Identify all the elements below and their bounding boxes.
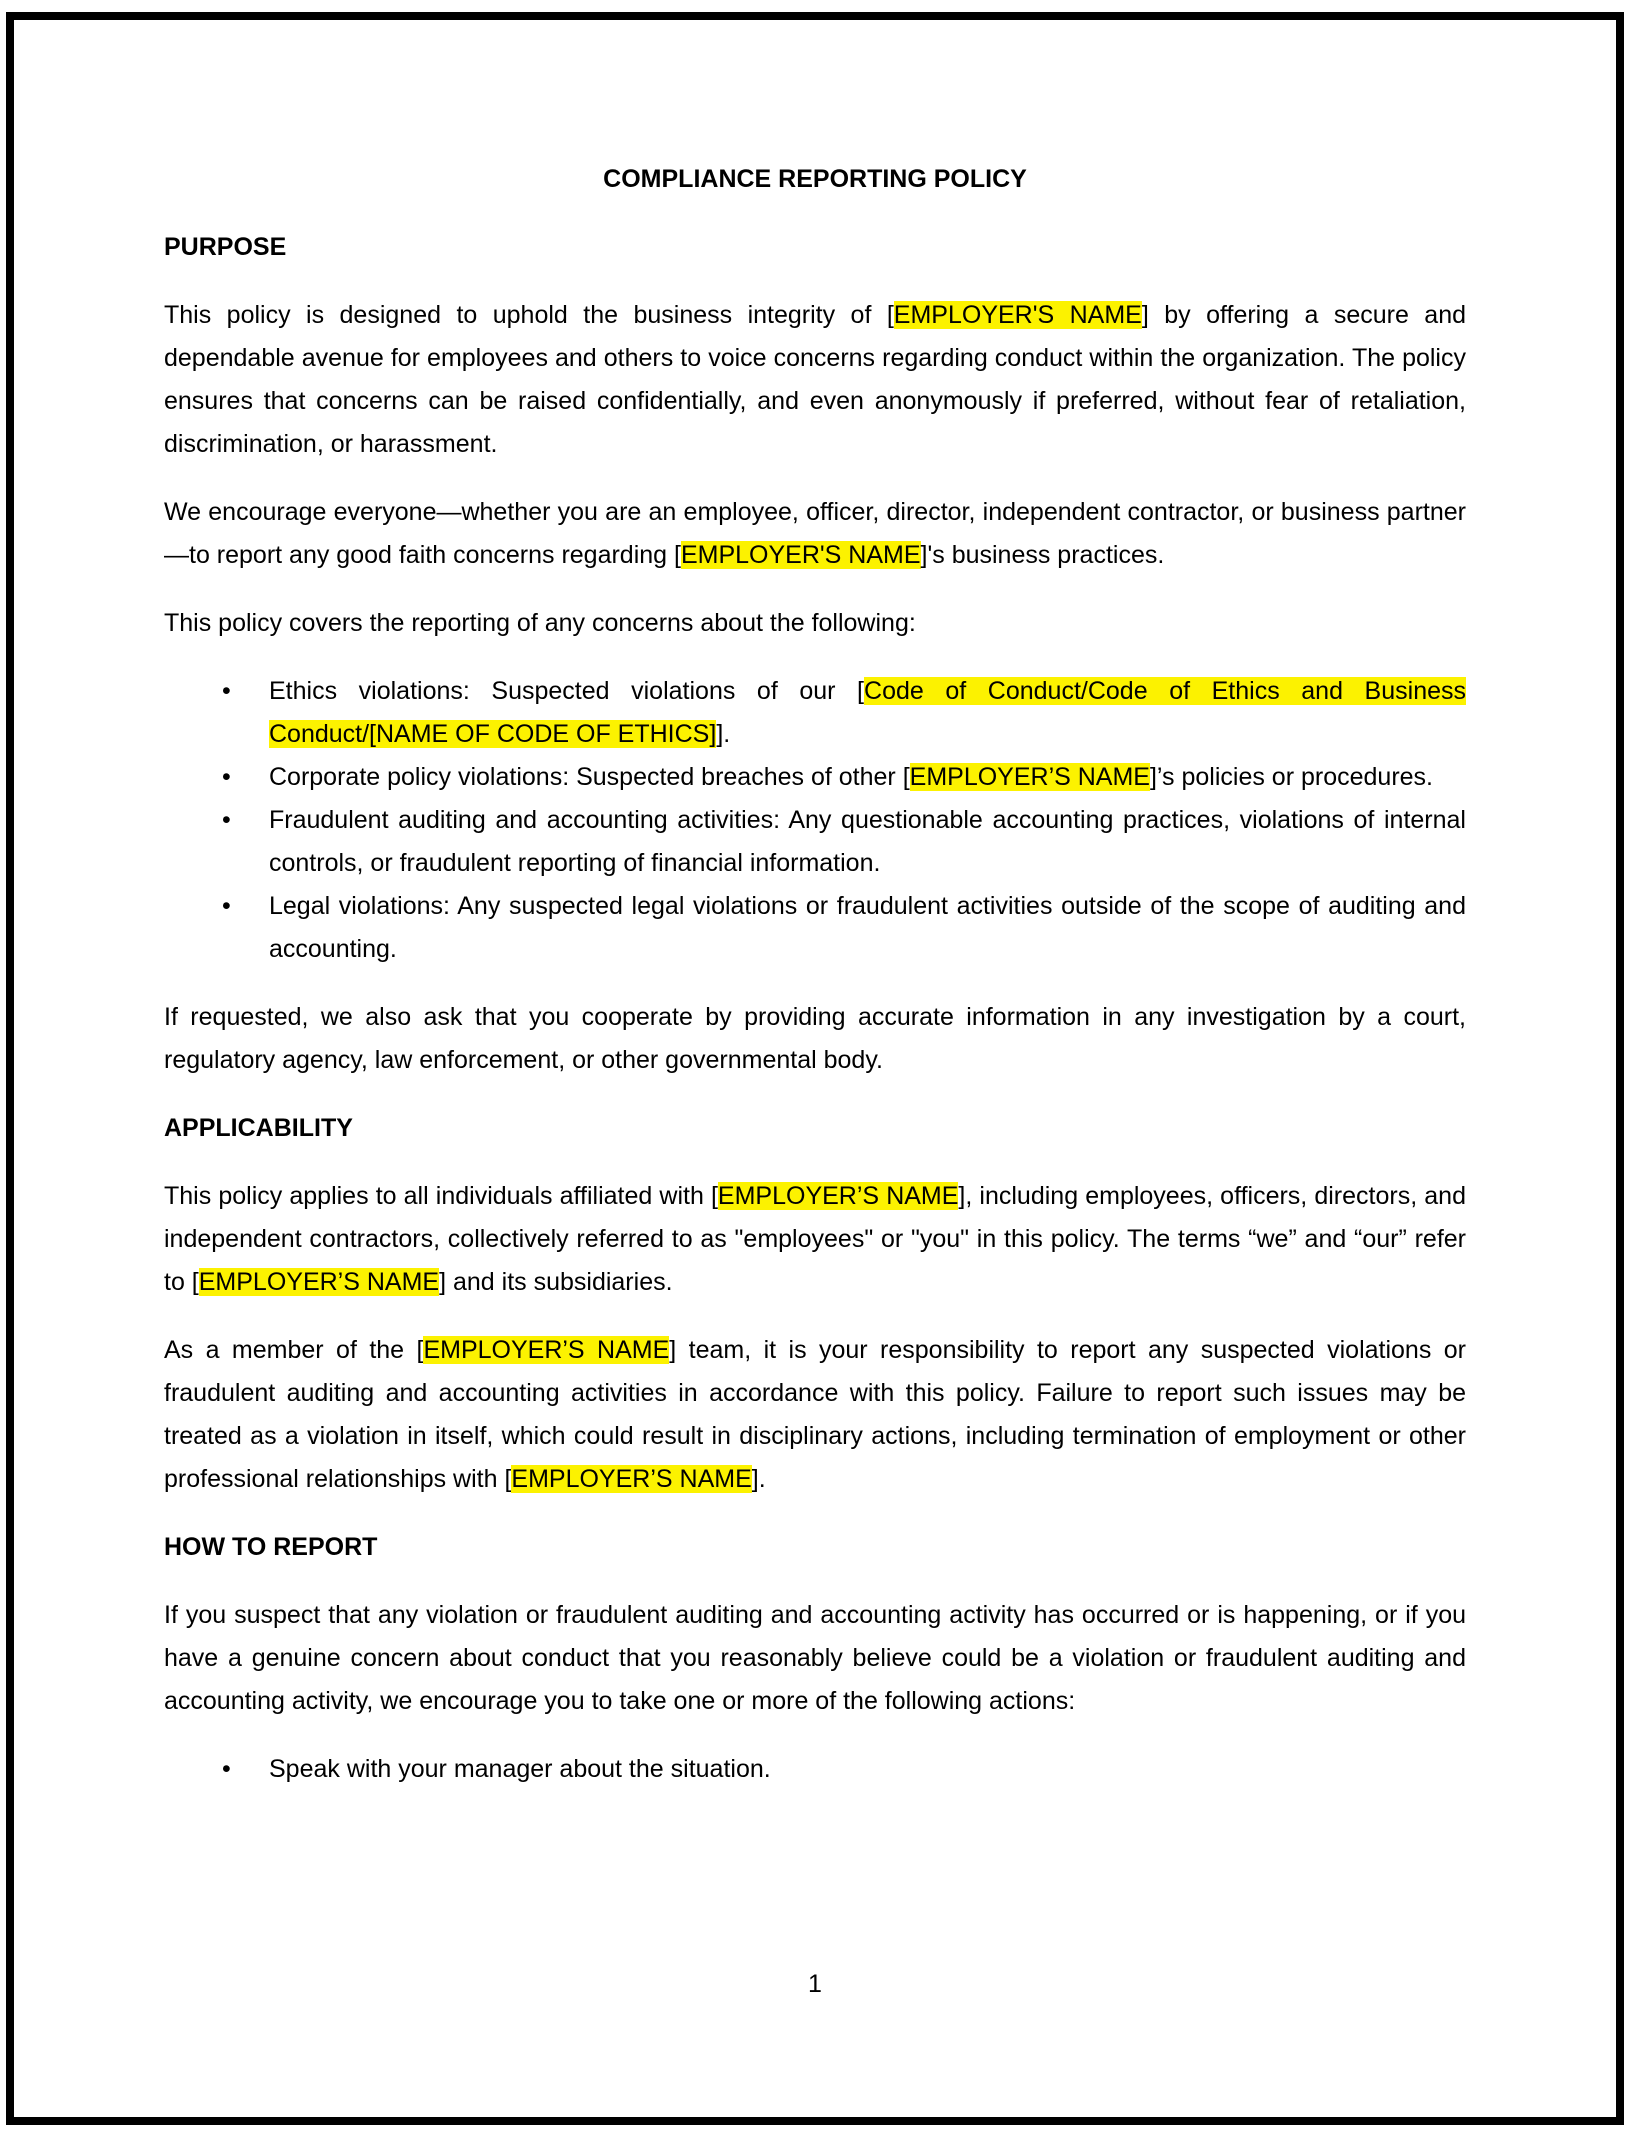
text-run: ].	[751, 1465, 766, 1493]
highlighted-placeholder: EMPLOYER’S NAME	[423, 1336, 670, 1364]
text-run: ] and its subsidiaries.	[439, 1268, 673, 1296]
list-item-ethics-violations	[269, 670, 1466, 756]
text-run: ] team, it is your responsibility to report any suspected violations or fraudulent auditing and accounting activities in accordance with this policy. Failure to report such issues may be treated as a violation in itself, which could result in disciplinary actions, including termination of employment or other professional relationships with [	[164, 1336, 1466, 1493]
text-run: Speak with your manager about the situation.	[269, 1755, 771, 1783]
text-run: As a member of the [	[164, 1336, 424, 1364]
text-run: This policy is designed to uphold the business integrity of [	[164, 301, 894, 329]
highlighted-placeholder: EMPLOYER’S NAME	[511, 1465, 752, 1493]
purpose-paragraph-1	[164, 294, 1466, 466]
page-border	[6, 12, 1624, 2125]
highlighted-placeholder: EMPLOYER’S NAME	[717, 1182, 959, 1210]
text-run: Corporate policy violations: Suspected breaches of other [	[269, 763, 910, 791]
text-run: ]’s policies or procedures.	[1149, 763, 1433, 791]
heading-how-to-report: HOW TO REPORT	[164, 1533, 378, 1561]
report-actions-list	[164, 1748, 1466, 1791]
purpose-paragraph-4	[164, 996, 1466, 1082]
text-run: We encourage everyone—whether you are an employee, officer, director, independent contractor, or business partner—to report any good faith concerns regarding [	[164, 498, 1466, 569]
text-run: ].	[716, 720, 731, 748]
list-item-corporate-policy-violations	[269, 756, 1466, 799]
text-run: ]'s business practices.	[920, 541, 1165, 569]
text-run: Legal violations: Any suspected legal violations or fraudulent activities outside of the scope of auditing and accounting.	[269, 892, 1466, 963]
text-run: If you suspect that any violation or fraudulent auditing and accounting activity has occurred or is happening, or if you have a genuine concern about conduct that you reasonably believe could be a violation or fraudulent auditing and accounting activity, we encourage you to take one or more of the following actions:	[164, 1601, 1466, 1715]
how-to-report-paragraph-1	[164, 1594, 1466, 1723]
list-item-fraudulent-auditing	[269, 799, 1466, 885]
highlighted-placeholder: Code of Conduct/Code of Ethics and Business Conduct/[NAME OF CODE OF ETHICS]	[269, 677, 1467, 748]
text-run: If requested, we also ask that you cooperate by providing accurate information in any investigation by a court, regulatory agency, law enforcement, or other governmental body.	[164, 1003, 1466, 1074]
list-item-speak-with-manager	[269, 1748, 1466, 1791]
text-run: ] by offering a secure and dependable avenue for employees and others to voice concerns regarding conduct within the organization. The policy ensures that concerns can be raised confidentially, and even anonymously if preferred, without fear of retaliation, discrimination, or harassment.	[164, 301, 1467, 458]
reportable-concerns-list	[164, 670, 1466, 971]
highlighted-placeholder: EMPLOYER'S NAME	[893, 301, 1142, 329]
applicability-paragraph-1	[164, 1175, 1466, 1304]
purpose-paragraph-3	[164, 602, 1466, 645]
text-run: This policy applies to all individuals affiliated with [	[164, 1182, 718, 1210]
applicability-paragraph-2	[164, 1329, 1466, 1501]
document-title: COMPLIANCE REPORTING POLICY	[603, 165, 1027, 193]
heading-applicability: APPLICABILITY	[164, 1114, 353, 1142]
highlighted-placeholder: EMPLOYER’S NAME	[198, 1268, 440, 1296]
highlighted-placeholder: EMPLOYER'S NAME	[680, 541, 921, 569]
text-run: This policy covers the reporting of any concerns about the following:	[164, 609, 916, 637]
highlighted-placeholder: EMPLOYER’S NAME	[909, 763, 1150, 791]
page-number: 1	[808, 1970, 822, 1998]
purpose-paragraph-2	[164, 491, 1466, 577]
text-run: Ethics violations: Suspected violations of our [	[269, 677, 865, 705]
list-item-legal-violations	[269, 885, 1466, 971]
text-run: Fraudulent auditing and accounting activities: Any questionable accounting practices, violations of internal controls, or fraudulent reporting of financial information.	[269, 806, 1466, 877]
text-run: ], including employees, officers, directors, and independent contractors, collectively referred to as "employees" or "you" in this policy. The terms “we” and “our” refer to [	[164, 1182, 1466, 1296]
heading-purpose: PURPOSE	[164, 233, 287, 261]
